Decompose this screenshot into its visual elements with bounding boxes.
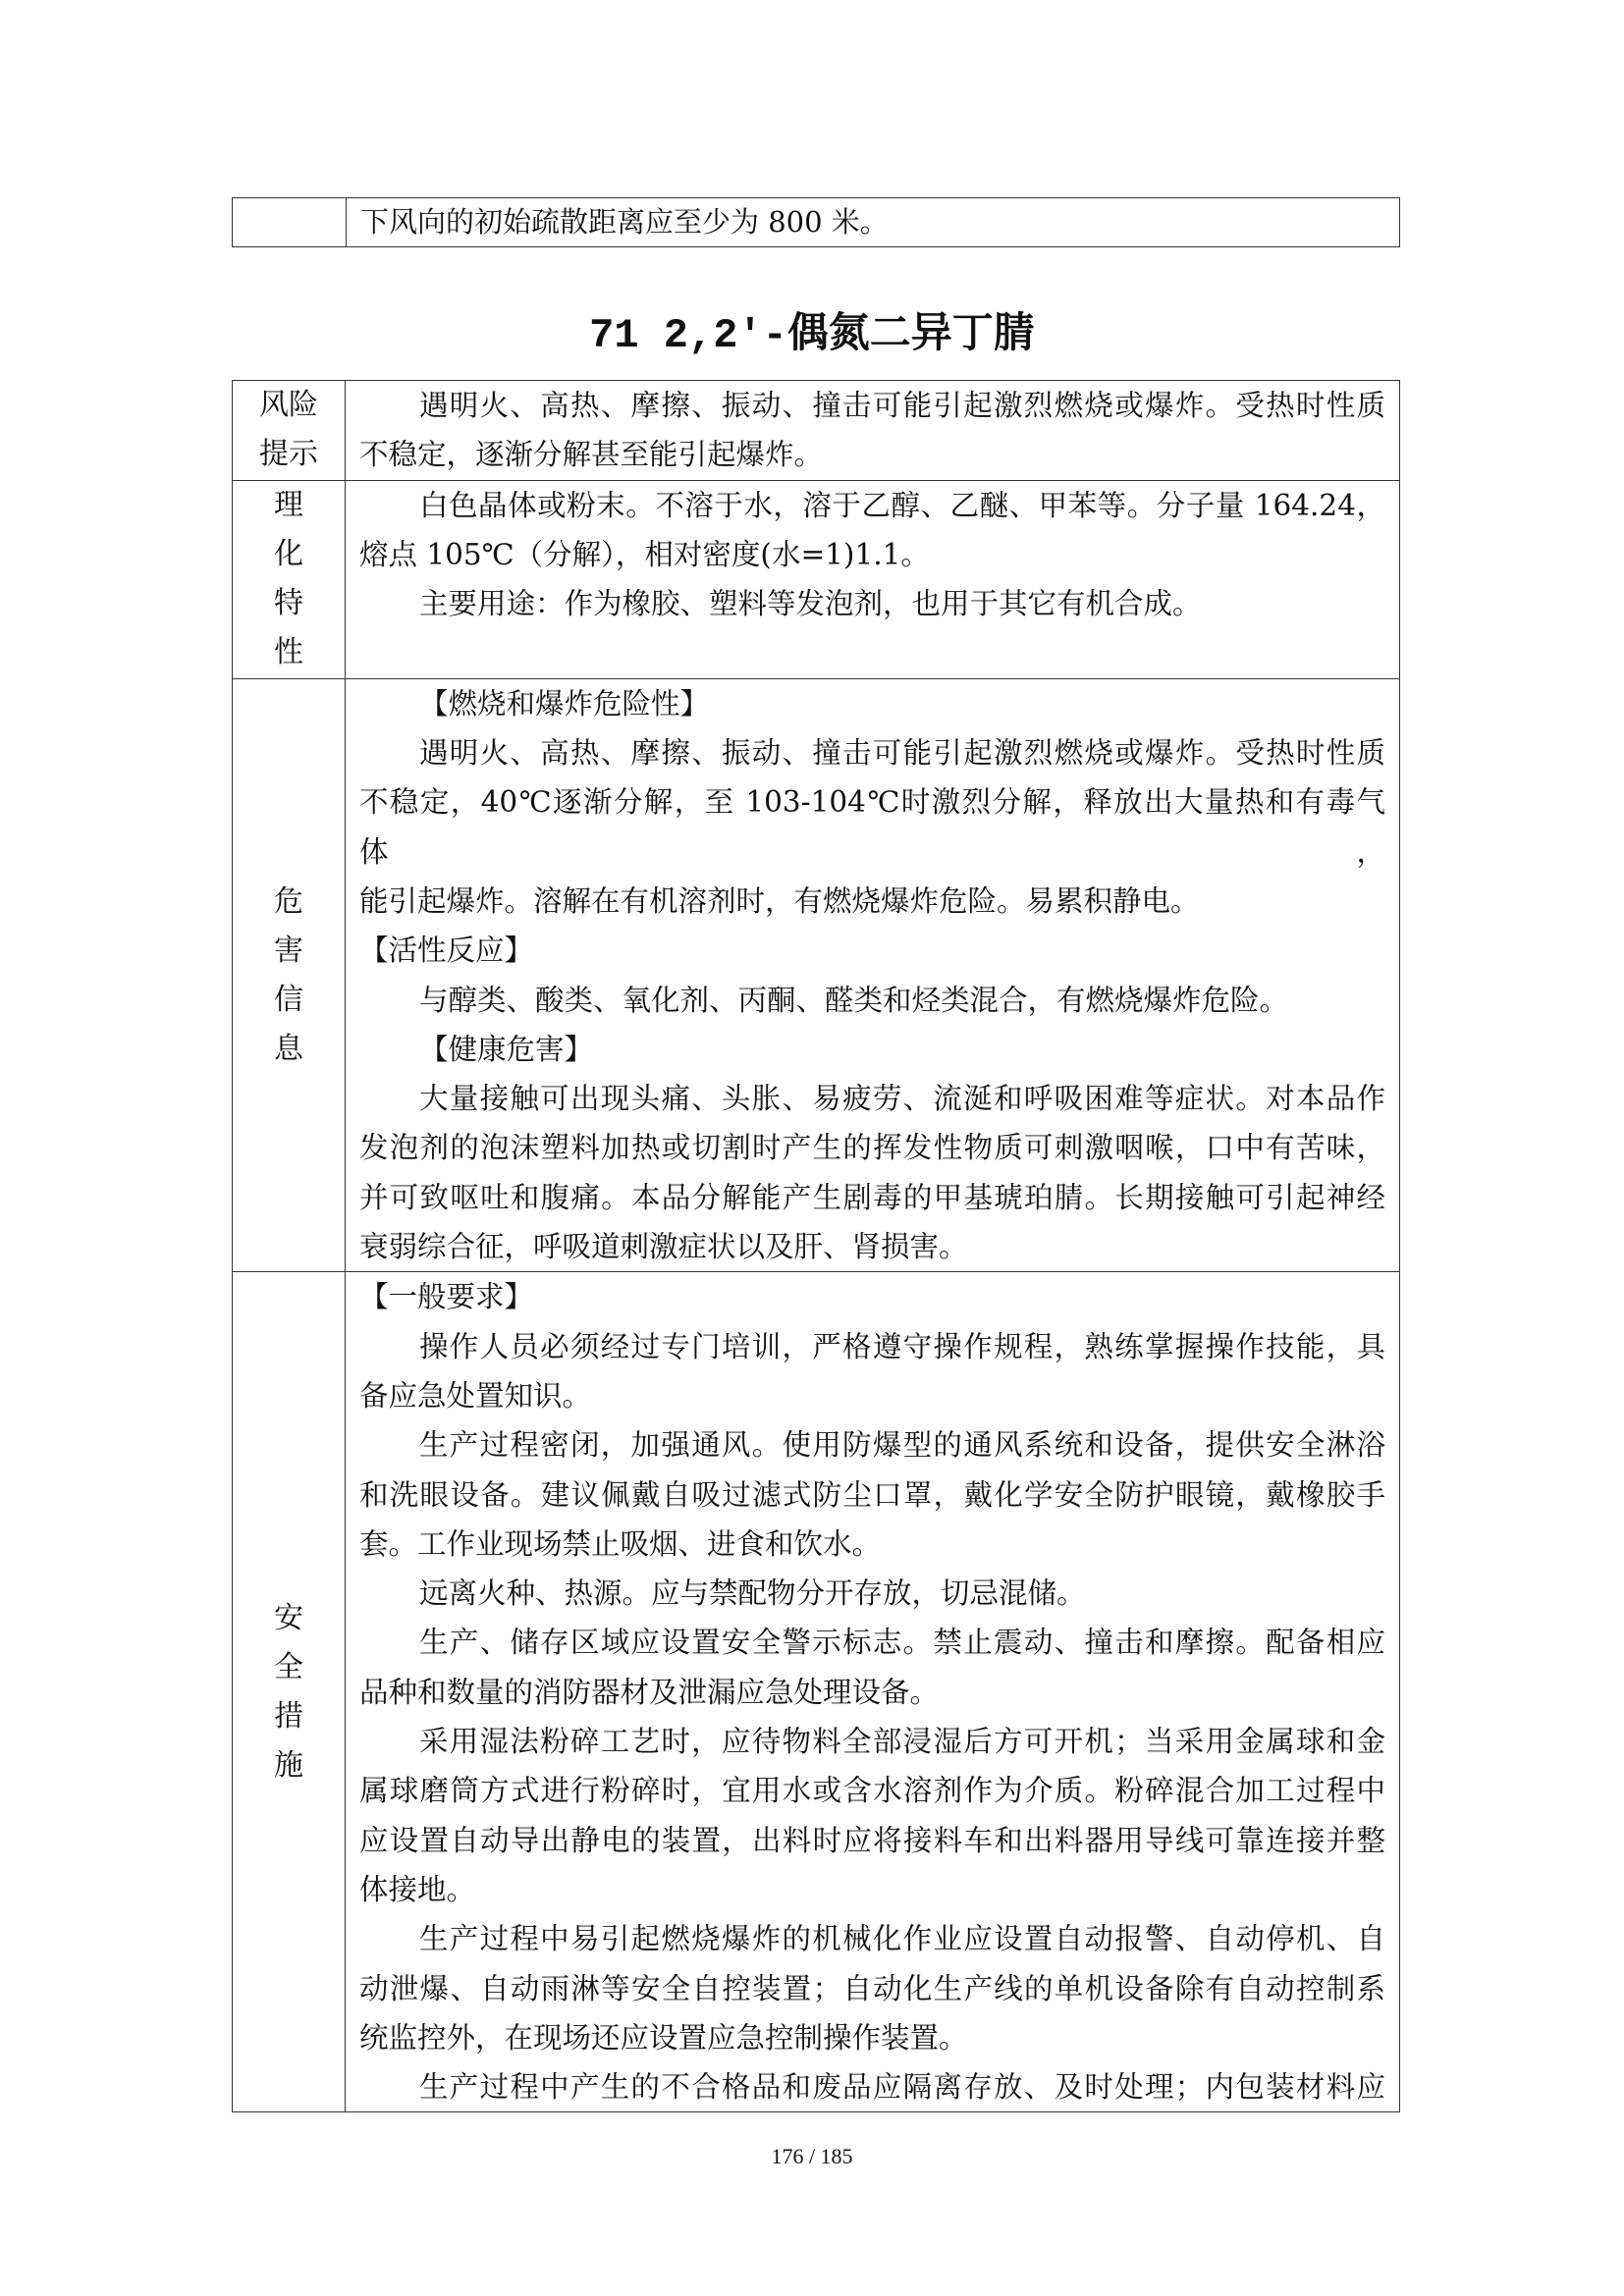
row-label-text: 理 <box>274 487 303 522</box>
content-line: 白色晶体或粉末。不溶于水，溶于乙醇、乙醚、甲苯等。分子量 164.24， <box>419 488 1385 522</box>
content-line: 品种和数量的消防器材及泄漏应急处理设备。 <box>359 1675 940 1709</box>
content-line: 【一般要求】 <box>359 1280 534 1314</box>
content-line: 采用湿法粉碎工艺时，应待物料全部浸湿后方可开机；当采用金属球和金 <box>419 1725 1385 1759</box>
content-line: 备应急处置知识。 <box>359 1378 592 1413</box>
content-line: 衰弱综合征，呼吸道刺激症状以及肝、肾损害。 <box>359 1230 968 1264</box>
table-row <box>233 381 1400 481</box>
content-line: 生产过程中易引起燃烧爆炸的机械化作业应设置自动报警、自动停机、自 <box>419 1922 1385 1956</box>
content-line: 并可致呕吐和腹痛。本品分解能产生剧毒的甲基琥珀腈。长期接触可引起神经 <box>359 1180 1385 1214</box>
content-line: 大量接触可出现头痛、头胀、易疲劳、流涎和呼吸困难等症状。对本品作 <box>419 1082 1385 1116</box>
row-label-text: 害 <box>274 933 303 968</box>
content-line: 【健康危害】 <box>419 1032 594 1066</box>
content-line: 熔点 105℃（分解），相对密度(水=1)1.1。 <box>359 537 930 571</box>
content-line: 和洗眼设备。建议佩戴自吸过滤式防尘口罩，戴化学安全防护眼镜，戴橡胶手 <box>359 1477 1385 1512</box>
table-row <box>233 480 1400 678</box>
previous-table-row <box>232 197 1400 247</box>
content-line: 遇明火、高热、摩擦、振动、撞击可能引起激烈燃烧或爆炸。受热时性质 <box>419 736 1385 771</box>
chemical-info-table <box>232 380 1400 2112</box>
row-label-text: 措 <box>274 1698 303 1734</box>
row-content <box>346 1272 1400 2112</box>
row-label-text: 信 <box>274 982 303 1017</box>
content-line: 生产、储存区域应设置安全警示标志。禁止震动、撞击和摩擦。配备相应 <box>419 1626 1385 1660</box>
content-line: 与醇类、酸类、氧化剂、丙酮、醛类和烃类混合，有燃烧爆炸危险。 <box>419 983 1289 1017</box>
previous-row-label-cell <box>233 198 347 246</box>
content-line: 套。工作业现场禁止吸烟、进食和饮水。 <box>359 1526 882 1561</box>
row-label-text: 安 <box>274 1600 303 1635</box>
content-line: 体接地。 <box>359 1872 476 1906</box>
table-row <box>233 1272 1400 2112</box>
content-line: 【燃烧和爆炸危险性】 <box>419 686 710 721</box>
row-label-text: 息 <box>274 1031 303 1066</box>
row-label <box>233 1272 346 2112</box>
content-line: 不稳定，40℃逐渐分解，至 103-104℃时激烈分解，释放出大量热和有毒气体， <box>359 785 1385 869</box>
content-line: 遇明火、高热、摩擦、振动、撞击可能引起激烈燃烧或爆炸。受热时性质 <box>419 389 1385 422</box>
row-content <box>346 480 1400 678</box>
content-line: 动泄爆、自动雨淋等安全自控装置；自动化生产线的单机设备除有自动控制系 <box>359 1971 1385 2005</box>
content-line: 统监控外，在现场还应设置应急控制操作装置。 <box>359 2020 968 2055</box>
row-label <box>233 678 346 1272</box>
content-line: 发泡剂的泡沫塑料加热或切割时产生的挥发性物质可刺激咽喉，口中有苦味， <box>359 1131 1385 1165</box>
content-line: 能引起爆炸。溶解在有机溶剂时，有燃烧爆炸危险。易累积静电。 <box>359 883 1200 918</box>
page-number: 176 / 185 <box>771 2144 853 2168</box>
content-line: 远离火种、热源。应与禁配物分开存放，切忌混储。 <box>419 1576 1086 1611</box>
table-row <box>233 678 1400 1272</box>
row-content <box>346 381 1400 481</box>
content-line: 属球磨筒方式进行粉碎时，宜用水或含水溶剂作为介质。粉碎混合加工过程中 <box>359 1774 1385 1808</box>
content-line: 生产过程密闭，加强通风。使用防爆型的通风系统和设备，提供安全淋浴 <box>419 1428 1385 1463</box>
row-label-text: 施 <box>274 1747 303 1783</box>
row-label <box>233 381 346 481</box>
content-line: 不稳定，逐渐分解甚至能引起爆炸。 <box>359 438 824 472</box>
content-line: 操作人员必须经过专门培训，严格遵守操作规程，熟练掌握操作技能，具 <box>419 1329 1385 1363</box>
row-label-text: 风险 <box>259 388 318 423</box>
content-line: 应设置自动导出静电的装置，出料时应将接料车和出料器用导线可靠连接并整 <box>359 1823 1385 1857</box>
row-label-text: 性 <box>274 634 303 669</box>
row-label-text: 危 <box>274 883 303 919</box>
row-label-text: 特 <box>274 585 303 620</box>
section-title: 71 2,2'-偶氮二异丁腈 <box>589 312 1035 359</box>
content-line: 主要用途：作为橡胶、塑料等发泡剂，也用于其它有机合成。 <box>419 587 1202 621</box>
row-label-text: 全 <box>274 1649 303 1684</box>
row-label-text: 提示 <box>259 437 318 472</box>
row-label <box>233 480 346 678</box>
row-label-text: 化 <box>274 536 303 571</box>
content-line: 生产过程中产生的不合格品和废品应隔离存放、及时处理；内包装材料应 <box>419 2070 1385 2105</box>
previous-row-text: 下风向的初始疏散距离应至少为 800 米。 <box>360 205 889 239</box>
row-content <box>346 678 1400 1272</box>
content-line <box>359 628 1385 677</box>
content-line: 【活性反应】 <box>359 934 534 968</box>
